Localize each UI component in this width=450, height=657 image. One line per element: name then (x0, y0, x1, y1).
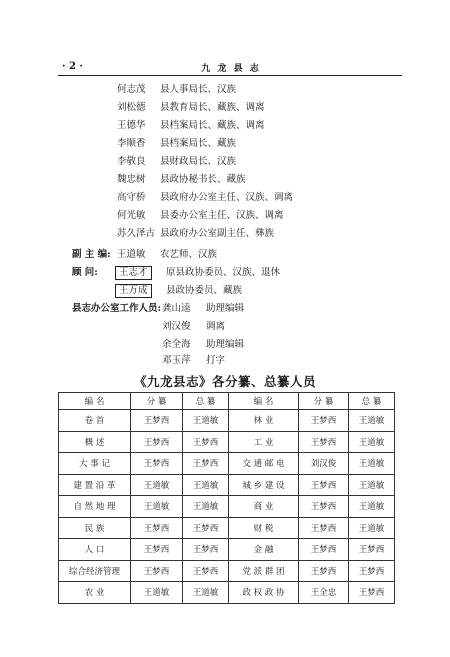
table-cell: 王道敏 (349, 453, 395, 475)
table-cell: 综合经济管理 (59, 560, 131, 582)
table-cell: 王梦西 (183, 539, 229, 561)
table-cell: 王道敏 (131, 496, 183, 518)
table-cell: 王梦西 (131, 453, 183, 475)
table-row (59, 496, 395, 518)
column-header: 总 纂 (183, 393, 229, 410)
table-cell: 自 然 地 理 (59, 496, 131, 518)
table-cell: 王梦西 (131, 410, 183, 432)
table-cell: 交 通 邮 电 (229, 453, 299, 475)
table-cell: 卷 首 (59, 410, 131, 432)
table-cell: 王梦西 (131, 539, 183, 561)
column-header: 编 名 (59, 393, 131, 410)
table-row (59, 539, 395, 561)
member-desc: 县档案局长、藏族 (160, 138, 237, 149)
table-row (59, 431, 395, 453)
table-cell: 王梦西 (183, 560, 229, 582)
table-cell: 王道敏 (183, 496, 229, 518)
column-header: 编 名 (229, 393, 299, 410)
table-row (59, 517, 395, 539)
table-cell: 王梦西 (131, 560, 183, 582)
deputy-editor-label: 副 主 编: (72, 249, 111, 260)
advisor-name-boxed: 王万成 (115, 284, 152, 298)
member-name: 苏久泽古 (117, 228, 156, 239)
table-cell: 政 权 政 协 (229, 582, 299, 604)
member-name: 魏忠树 (117, 174, 146, 185)
table-cell: 王梦西 (299, 410, 349, 432)
table-cell: 城 乡 建 设 (229, 474, 299, 496)
table-cell: 王梦西 (131, 431, 183, 453)
member-desc: 县政府办公室主任、汉族、调离 (160, 192, 294, 203)
office-name: 龚山逵 (162, 303, 191, 314)
member-desc: 县政协秘书长、藏族 (160, 174, 246, 185)
office-desc: 助理编辑 (206, 339, 245, 350)
table-cell: 王梦西 (299, 517, 349, 539)
table-cell: 王梦西 (183, 517, 229, 539)
table-cell: 王道敏 (131, 474, 183, 496)
table-cell: 王道敏 (183, 582, 229, 604)
table-cell: 王道敏 (349, 474, 395, 496)
advisors-label: 顾 问: (72, 267, 98, 278)
table-cell: 王道敏 (349, 517, 395, 539)
table-cell: 王梦西 (183, 453, 229, 475)
table-cell: 大 事 记 (59, 453, 131, 475)
table-cell: 王梦西 (299, 560, 349, 582)
table-cell: 王梦西 (299, 496, 349, 518)
office-name: 刘汉俊 (162, 321, 191, 332)
table-cell: 建 置 沿 革 (59, 474, 131, 496)
column-header: 总 纂 (349, 393, 395, 410)
table-cell: 工 业 (229, 431, 299, 453)
table-cell: 金 融 (229, 539, 299, 561)
section-title: 《九龙县志》各分纂、总纂人员 (133, 374, 316, 389)
table-cell: 王道敏 (349, 410, 395, 432)
book-title: 九 龙 县 志 (201, 64, 261, 74)
member-name: 王德华 (117, 120, 146, 131)
table-cell: 王道敏 (183, 474, 229, 496)
member-desc: 县教育局长、藏族、调离 (160, 102, 265, 113)
table-cell: 王道敏 (349, 431, 395, 453)
member-name: 刘松德 (117, 102, 146, 113)
table-cell: 王道敏 (349, 496, 395, 518)
table-cell: 王道敏 (131, 582, 183, 604)
member-desc: 县政府办公室副主任、彝族 (160, 228, 275, 239)
advisor-desc: 原县政协委员、汉族、退休 (166, 267, 281, 278)
column-header: 分 纂 (131, 393, 183, 410)
table-row (59, 453, 395, 475)
table-row (59, 582, 395, 604)
table-cell: 党 派 群 团 (229, 560, 299, 582)
table-cell: 王梦西 (349, 582, 395, 604)
table-header-row (59, 393, 395, 410)
table-cell: 王梦西 (299, 431, 349, 453)
table-cell: 王梦西 (131, 517, 183, 539)
table-cell: 王梦西 (183, 431, 229, 453)
table-cell: 财 税 (229, 517, 299, 539)
member-name: 何志茂 (117, 84, 146, 95)
table-cell: 王梦西 (299, 474, 349, 496)
table-cell: 林 业 (229, 410, 299, 432)
table-cell: 王道敏 (183, 410, 229, 432)
table-cell: 概 述 (59, 431, 131, 453)
member-desc: 县人事局长、汉族 (160, 84, 237, 95)
member-desc: 县财政局长、汉族 (160, 156, 237, 167)
advisor-name-boxed: 王志才 (115, 266, 152, 280)
table-cell: 王全忠 (299, 582, 349, 604)
header-rule (58, 75, 402, 76)
table-cell: 人 口 (59, 539, 131, 561)
advisor-desc: 县政协委员、藏族 (166, 285, 243, 296)
office-name: 邓玉萍 (162, 355, 191, 366)
column-header: 分 纂 (299, 393, 349, 410)
member-name: 高守桥 (117, 192, 146, 203)
member-desc: 县委办公室主任、汉族、调离 (160, 210, 284, 221)
table-row (59, 474, 395, 496)
table-row (59, 410, 395, 432)
member-name: 何光敏 (117, 210, 146, 221)
page-number: · 2 · (62, 61, 83, 72)
member-name: 李顺香 (117, 138, 146, 149)
editors-table (58, 392, 395, 604)
table-cell: 民 族 (59, 517, 131, 539)
office-label: 县志办公室工作人员: (72, 303, 162, 314)
member-name: 李敬良 (117, 156, 146, 167)
table-cell: 农 业 (59, 582, 131, 604)
office-name: 余全海 (162, 339, 191, 350)
office-desc: 助理编辑 (206, 303, 245, 314)
office-desc: 打字 (206, 355, 226, 366)
deputy-editor-desc: 农艺师、汉族 (160, 249, 218, 260)
table-cell: 王梦西 (349, 560, 395, 582)
table-cell: 刘汉俊 (299, 453, 349, 475)
table-row (59, 560, 395, 582)
member-desc: 县档案局长、藏族、调离 (160, 120, 265, 131)
table-cell: 王梦西 (299, 539, 349, 561)
running-header (62, 61, 400, 73)
table-cell: 王梦西 (349, 539, 395, 561)
deputy-editor-name: 王道敏 (117, 249, 146, 260)
table-cell: 商 业 (229, 496, 299, 518)
office-desc: 调离 (206, 321, 226, 332)
